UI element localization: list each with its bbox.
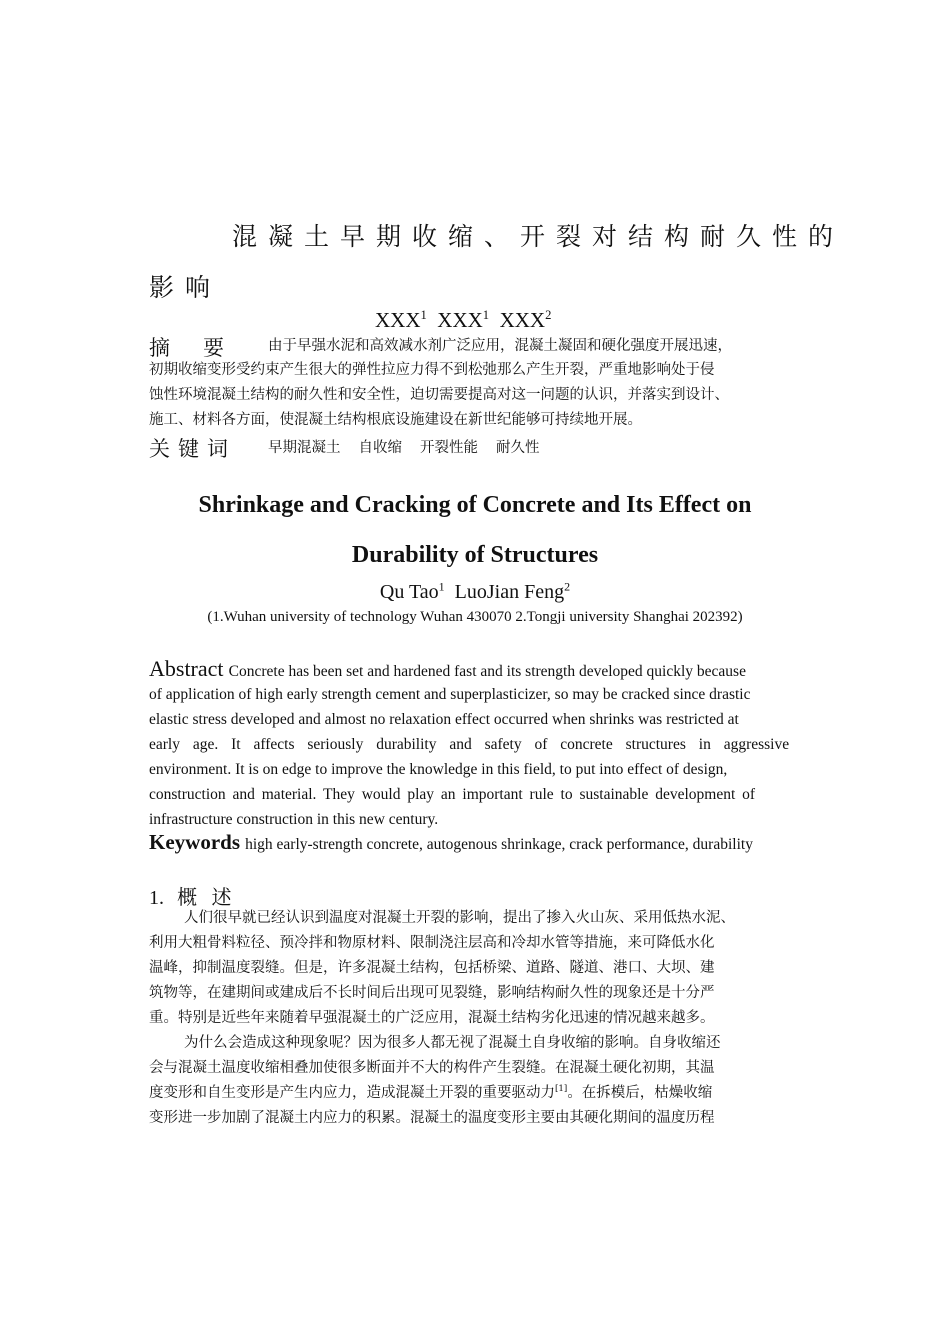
body-line-text: 度变形和自生变形是产生内应力，造成混凝土开裂的重要驱动力 <box>149 1085 555 1101</box>
body-line: 温峰，抑制温度裂缝。但是，许多混凝土结构，包括桥梁、道路、隧道、港口、大坝、建 <box>149 960 715 976</box>
en-title-line-2: Durability of Structures <box>351 542 599 568</box>
cn-author: XXX <box>375 308 421 332</box>
en-abstract-line: Concrete has been set and hardened fast and its strength developed quickly because <box>228 663 746 680</box>
body-line: 变形进一步加剧了混凝土内应力的积累。混凝土的温度变形主要由其硬化期间的温度历程 <box>149 1110 715 1126</box>
cn-abstract-line: 蚀性环境混凝土结构的耐久性和安全性，迫切需要提高对这一问题的认识，并落实到设计、 <box>149 387 729 403</box>
body-line: 利用大粗骨料粒径、预冷拌和物原材料、限制浇注层高和冷却水管等措施，来可降低水化 <box>149 935 715 951</box>
en-keywords-text: high early-strength concrete, autogenous shrinkage, crack performance, durability <box>245 836 753 853</box>
body-line-with-citation <box>149 1081 712 1106</box>
cn-title-line-2: 影响 <box>149 273 222 302</box>
section-1-title: 概 述 <box>177 885 236 909</box>
section-1-number: 1. <box>149 887 164 909</box>
body-line: 为什么会造成这种现象呢？因为很多人都无视了混凝土自身收缩的影响。自身收缩还 <box>184 1035 721 1051</box>
en-abstract-line: of application of high early strength cement and superplasticizer, so may be cracked since drastic <box>149 686 751 703</box>
body-line: 会与混凝土温度收缩相叠加使很多断面并不大的构件产生裂缝。在混凝土硬化初期，其温 <box>149 1060 715 1076</box>
en-authors <box>0 581 950 604</box>
en-abstract-line: early age. It affects seriously durability and safety of concrete structures in aggressive <box>149 736 790 753</box>
cn-keywords <box>268 436 540 461</box>
cn-authors <box>375 308 551 333</box>
en-author: Qu Tao <box>379 581 439 603</box>
affiliation: (1.Wuhan university of technology Wuhan 430070 2.Tongji university Shanghai 202392) <box>207 609 743 625</box>
cn-keyword: 早期混凝土 <box>268 440 341 456</box>
cn-author: XXX <box>499 308 546 332</box>
cn-abstract-label: 摘 要 <box>149 336 230 360</box>
en-abstract-first-line <box>149 656 801 684</box>
en-abstract-line: environment. It is on edge to improve the knowledge in this field, to put into effect of design, <box>149 761 728 778</box>
cn-keyword: 开裂性能 <box>420 440 478 456</box>
cn-keywords-label: 关键词 <box>149 437 236 461</box>
cn-keyword: 耐久性 <box>496 440 540 456</box>
cn-abstract-line: 由于早强水泥和高效减水剂广泛应用，混凝土凝固和硬化强度开展迅速， <box>268 338 732 354</box>
cn-author-affil: 2 <box>545 308 552 322</box>
body-line: 筑物等，在建期间或建成后不长时间后出现可见裂缝，影响结构耐久性的现象还是十分严 <box>149 985 715 1001</box>
body-line-text: 。在拆模后，枯燥收缩 <box>567 1085 713 1101</box>
en-author: LuoJian Feng <box>454 581 565 603</box>
citation[interactable]: [1] <box>555 1084 568 1095</box>
cn-author: XXX <box>437 308 483 332</box>
en-abstract-label: Abstract <box>149 656 224 681</box>
cn-title-line-1: 混凝土早期收缩、开裂对结构耐久性的 <box>232 222 845 251</box>
en-author-affil: 1 <box>438 579 445 594</box>
cn-abstract-line: 施工、材料各方面，使混凝土结构根底设施建设在新世纪能够可持续地开展。 <box>149 412 642 428</box>
en-keywords-label: Keywords <box>149 830 240 854</box>
en-author-affil: 2 <box>564 579 571 594</box>
cn-author-affil: 1 <box>482 308 490 322</box>
en-abstract-line: infrastructure construction in this new century. <box>149 811 439 828</box>
en-keywords <box>149 830 753 857</box>
body-line: 重。特别是近些年来随着早强混凝土的广泛应用，混凝土结构劣化迅速的情况越来越多。 <box>149 1010 715 1026</box>
en-title-line-1: Shrinkage and Cracking of Concrete and Its Effect on <box>198 492 752 518</box>
cn-abstract-line: 初期收缩变形受约束产生很大的弹性拉应力得不到松弛那么产生开裂，严重地影响处于侵 <box>149 362 715 378</box>
body-line: 人们很早就已经认识到温度对混凝土开裂的影响，提出了掺入火山灰、采用低热水泥、 <box>184 910 735 926</box>
en-abstract-line: elastic stress developed and almost no relaxation effect occurred when shrinks was restricted at <box>149 711 739 728</box>
en-abstract-line: construction and material. They would play an important rule to sustainable development of <box>149 786 756 803</box>
cn-keyword: 自收缩 <box>358 440 402 456</box>
cn-author-affil: 1 <box>420 308 427 322</box>
